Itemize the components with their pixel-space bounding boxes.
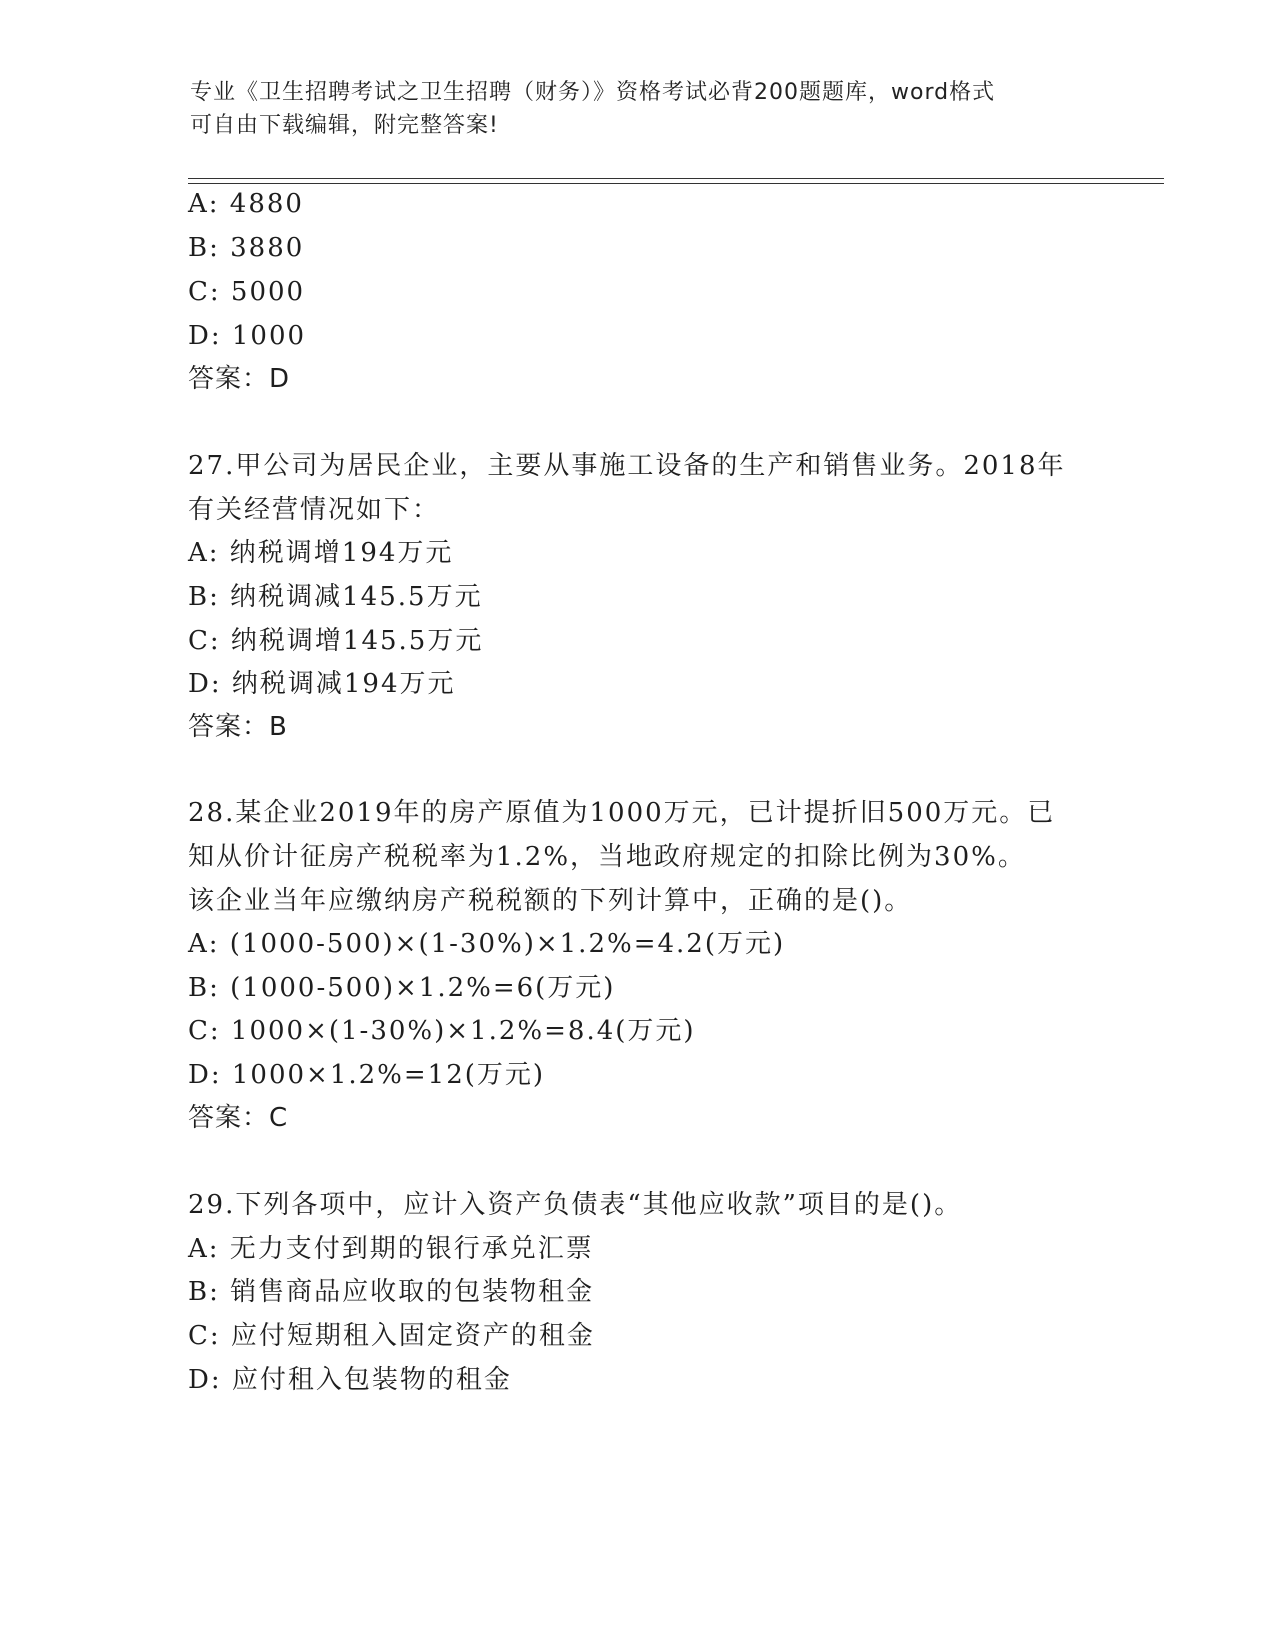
- q28-option-a: A: (1000-500)×(1-30%)×1.2%=4.2(万元): [188, 929, 786, 959]
- q28-stem-line-2: 知从价计征房产税税率为1.2%，当地政府规定的扣除比例为30%。: [188, 842, 1026, 872]
- q29-option-a: A: 无力支付到期的银行承兑汇票: [188, 1234, 594, 1264]
- q28-option-d: D: 1000×1.2%=12(万元): [188, 1060, 546, 1090]
- header-divider-top: [188, 178, 1164, 179]
- q29-option-c: C: 应付短期租入固定资产的租金: [188, 1321, 595, 1351]
- q28-option-b: B: (1000-500)×1.2%=6(万元): [188, 973, 616, 1003]
- q29-option-d: D: 应付租入包装物的租金: [188, 1365, 512, 1395]
- q27-stem-line-1: 27.甲公司为居民企业，主要从事施工设备的生产和销售业务。2018年: [188, 451, 1066, 481]
- document-header: [190, 76, 1090, 142]
- q28-answer: 答案：C: [188, 1103, 289, 1133]
- q27-answer: 答案：B: [188, 712, 288, 742]
- header-line-2: 可自由下载编辑，附完整答案!: [190, 113, 499, 138]
- q28-stem-line-1: 28.某企业2019年的房产原值为1000万元，已计提折旧500万元。已: [188, 798, 1056, 828]
- q26-option-c: C: 5000: [188, 277, 306, 307]
- q27-option-d: D: 纳税调减194万元: [188, 669, 456, 699]
- q27-stem-line-2: 有关经营情况如下：: [188, 495, 441, 525]
- header-divider-bottom: [188, 183, 1164, 184]
- q29-option-b: B: 销售商品应收取的包装物租金: [188, 1277, 595, 1307]
- q27-option-a: A: 纳税调增194万元: [188, 538, 454, 568]
- q29-stem-line-1: 29.下列各项中，应计入资产负债表“其他应收款”项目的是()。: [188, 1190, 963, 1220]
- q26-answer: 答案：D: [188, 364, 291, 394]
- q27-option-c: C: 纳税调增145.5万元: [188, 626, 484, 656]
- header-line-1: 专业《卫生招聘考试之卫生招聘（财务）》资格考试必背200题题库，word格式: [190, 80, 996, 105]
- q28-option-c: C: 1000×(1-30%)×1.2%=8.4(万元): [188, 1016, 696, 1046]
- q26-option-b: B: 3880: [188, 233, 305, 263]
- q26-option-d: D: 1000: [188, 321, 307, 351]
- q28-stem-line-3: 该企业当年应缴纳房产税税额的下列计算中，正确的是()。: [188, 886, 913, 916]
- q27-option-b: B: 纳税调减145.5万元: [188, 582, 483, 612]
- q26-option-a: A: 4880: [188, 189, 304, 219]
